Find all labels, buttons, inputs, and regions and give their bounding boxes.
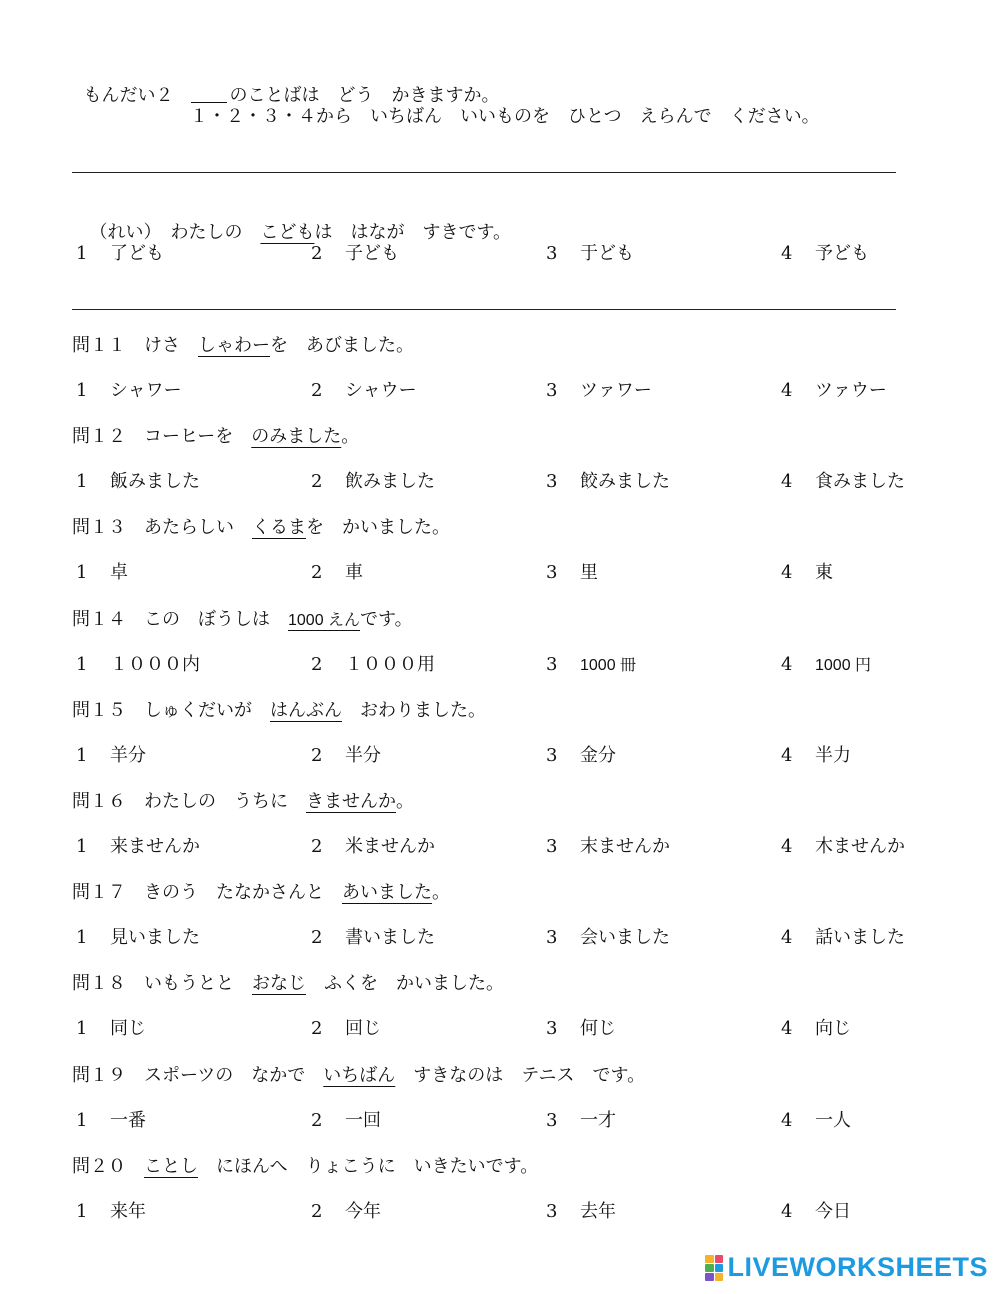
choice-number: 3 — [546, 471, 558, 492]
answer-choice[interactable] — [76, 561, 128, 585]
answer-choice[interactable] — [76, 744, 146, 768]
divider-top — [72, 172, 896, 173]
question-label: 問１１ — [72, 335, 126, 356]
question-post-text: 。 — [341, 426, 360, 447]
answer-choice[interactable] — [311, 926, 435, 950]
divider-bottom — [72, 309, 896, 310]
choice-number: 2 — [311, 1201, 323, 1222]
choice-number: 2 — [311, 654, 323, 675]
choice-number: 4 — [781, 471, 793, 492]
question-pre-text: わたしの うちに — [144, 791, 306, 812]
choice-row — [72, 1200, 952, 1224]
answer-choice[interactable] — [546, 744, 616, 768]
answer-choice[interactable] — [311, 653, 435, 677]
question-post-text: すきなのは テニス です。 — [395, 1065, 646, 1086]
choice-number: 2 — [311, 927, 323, 948]
choice-number: 1 — [76, 836, 88, 857]
choice-number: 1 — [76, 1018, 88, 1039]
choice-text: 一才 — [580, 1110, 616, 1131]
choice-text: ツァワー — [580, 380, 652, 401]
choice-number: 2 — [311, 745, 323, 766]
answer-choice[interactable] — [781, 470, 905, 494]
choice-text: １０００用 — [345, 654, 435, 675]
question-pre-text: いもうとと — [144, 973, 252, 994]
choice-text: 卓 — [110, 562, 128, 583]
question-post-text: ふくを かいました。 — [306, 973, 504, 994]
instruction-line-2: １・２・３・４から いちばん いいものを ひとつ えらんで ください。 — [190, 106, 820, 127]
choice-number: 4 — [781, 927, 793, 948]
answer-choice[interactable] — [546, 835, 670, 859]
choice-text: 見いました — [110, 927, 200, 948]
question-sentence — [72, 425, 359, 449]
underlined-target-word: おなじ — [252, 973, 306, 994]
question-sentence — [72, 1064, 645, 1088]
question-sentence — [72, 1155, 538, 1179]
answer-choice[interactable] — [546, 379, 652, 403]
example-choice[interactable]: 2 子ども — [311, 243, 399, 264]
answer-choice[interactable] — [76, 379, 182, 403]
question-pre-text: この ぼうしは — [144, 609, 288, 630]
choice-number: 2 — [311, 380, 323, 401]
choice-text: 飲みました — [345, 471, 435, 492]
answer-choice[interactable] — [76, 1109, 146, 1133]
choice-row — [72, 1109, 952, 1133]
choice-text: 一回 — [345, 1110, 381, 1131]
answer-choice[interactable] — [311, 561, 363, 585]
choice-text: 1000 円 — [815, 657, 872, 674]
answer-choice[interactable] — [311, 470, 435, 494]
question-label: 問２０ — [72, 1156, 126, 1177]
question-label: 問１４ — [72, 609, 126, 630]
underlined-target-word: はんぶん — [270, 700, 342, 721]
answer-choice[interactable] — [781, 835, 905, 859]
choice-text: 書いました — [345, 927, 435, 948]
choice-text: 去年 — [580, 1201, 616, 1222]
choice-text: 金分 — [580, 745, 616, 766]
choice-number: 3 — [546, 836, 558, 857]
answer-choice[interactable] — [546, 1200, 616, 1224]
choice-text: 回じ — [345, 1018, 381, 1039]
choice-text: シャワー — [110, 380, 182, 401]
example-choice[interactable]: 3 于ども — [546, 243, 634, 264]
example-choices — [72, 242, 952, 266]
choice-number: 4 — [781, 562, 793, 583]
question-pre-text: コーヒーを — [144, 426, 252, 447]
choice-number: 3 — [546, 1201, 558, 1222]
answer-choice[interactable] — [311, 379, 417, 403]
choice-text: 羊分 — [110, 745, 146, 766]
question-sentence — [72, 881, 450, 905]
choice-row — [72, 835, 952, 859]
answer-choice[interactable] — [546, 470, 670, 494]
choice-row — [72, 653, 952, 677]
answer-choice[interactable] — [781, 653, 871, 678]
answer-choice[interactable] — [781, 561, 833, 585]
choice-number: 1 — [76, 380, 88, 401]
choice-text: １０００内 — [110, 654, 200, 675]
question-label: 問１５ — [72, 700, 126, 721]
choice-text: 車 — [345, 562, 363, 583]
choice-text: 半力 — [815, 745, 851, 766]
question-post-text: にほんへ りょこうに いきたいです。 — [198, 1156, 539, 1177]
choice-text: 来年 — [110, 1201, 146, 1222]
answer-choice[interactable] — [76, 1200, 146, 1224]
choice-number: 3 — [546, 654, 558, 675]
choice-text: シャウー — [345, 380, 417, 401]
choice-number: 4 — [781, 1201, 793, 1222]
underlined-target-word: きませんか — [306, 791, 396, 812]
choice-text: ツァウー — [815, 380, 887, 401]
underlined-target-word: ことし — [144, 1156, 198, 1177]
choice-number: 4 — [781, 1110, 793, 1131]
choice-row — [72, 379, 952, 403]
answer-choice[interactable] — [311, 835, 435, 859]
choice-number: 1 — [76, 471, 88, 492]
choice-number: 2 — [311, 562, 323, 583]
choice-number: 4 — [781, 1018, 793, 1039]
choice-number: 1 — [76, 562, 88, 583]
logo-text: LIVEWORKSHEETS — [727, 1252, 988, 1282]
choice-text: 今年 — [345, 1201, 381, 1222]
choice-number: 4 — [781, 380, 793, 401]
question-label: 問１６ — [72, 791, 126, 812]
question-pre-text: あたらしい — [144, 517, 252, 538]
choice-number: 2 — [311, 1018, 323, 1039]
answer-choice[interactable] — [311, 1017, 381, 1041]
underlined-target-word: しゃわー — [198, 335, 270, 356]
question-sentence — [72, 699, 486, 723]
choice-text: 半分 — [345, 745, 381, 766]
underlined-target-word: いちばん — [323, 1065, 396, 1086]
answer-choice[interactable] — [76, 470, 200, 494]
choice-text: 何じ — [580, 1018, 616, 1039]
choice-text: 話いました — [815, 927, 905, 948]
question-post-text: 。 — [396, 791, 414, 812]
example-prefix: （れい） わたしの — [89, 222, 261, 243]
choice-text: 会いました — [580, 927, 670, 948]
answer-choice[interactable] — [546, 1109, 616, 1133]
choice-text: 1000 冊 — [580, 657, 637, 674]
answer-choice[interactable] — [781, 1017, 851, 1041]
logo-icon — [705, 1255, 723, 1281]
choice-text: 向じ — [815, 1018, 851, 1039]
question-post-text: を かいました。 — [306, 517, 450, 538]
choice-row — [72, 1017, 952, 1041]
question-pre-text: しゅくだいが — [144, 700, 270, 721]
choice-number: 2 — [311, 471, 323, 492]
underlined-target-word: のみました — [251, 426, 342, 447]
choice-text: 飯みました — [110, 471, 200, 492]
underlined-target-word: 1000 えん — [288, 612, 361, 629]
choice-row — [72, 561, 952, 585]
blank-line — [191, 86, 227, 103]
question-pre-text: スポーツの なかで — [144, 1065, 324, 1086]
answer-choice[interactable] — [781, 744, 851, 768]
answer-choice[interactable] — [781, 926, 905, 950]
question-sentence — [72, 608, 413, 633]
choice-row — [72, 926, 952, 950]
choice-text: 来ませんか — [110, 836, 200, 857]
choice-text: 東 — [815, 562, 833, 583]
example-sentence — [78, 197, 511, 245]
question-sentence — [72, 790, 414, 814]
question-sentence — [72, 334, 414, 358]
choice-row — [72, 470, 952, 494]
choice-number: 1 — [76, 654, 88, 675]
question-post-text: 。 — [432, 882, 450, 903]
question-label: 問１８ — [72, 973, 126, 994]
question-label: 問１９ — [72, 1065, 126, 1086]
answer-choice[interactable] — [546, 1017, 616, 1041]
underlined-target-word: あいました — [342, 882, 432, 903]
choice-text: 末ませんか — [580, 836, 670, 857]
choice-text: 米ませんか — [345, 836, 435, 857]
choice-number: 4 — [781, 745, 793, 766]
question-label: 問１７ — [72, 882, 126, 903]
choice-number: 1 — [76, 1201, 88, 1222]
choice-text: 一番 — [110, 1110, 146, 1131]
choice-number: 2 — [311, 1110, 323, 1131]
example-choice[interactable]: 1 了ども — [76, 243, 164, 264]
choice-number: 3 — [546, 380, 558, 401]
question-label: 問１２ — [72, 426, 126, 447]
choice-number: 4 — [781, 654, 793, 675]
question-pre-text: けさ — [144, 335, 198, 356]
answer-choice[interactable] — [76, 653, 200, 677]
choice-number: 3 — [546, 927, 558, 948]
problem-label: もんだい２ — [83, 85, 174, 106]
answer-choice[interactable] — [76, 1017, 146, 1041]
question-sentence — [72, 972, 504, 996]
choice-row — [72, 744, 952, 768]
choice-text: 今日 — [815, 1201, 851, 1222]
problem-header — [72, 60, 499, 108]
choice-number: 4 — [781, 836, 793, 857]
answer-choice[interactable] — [781, 379, 887, 403]
question-sentence — [72, 516, 450, 540]
choice-number: 2 — [311, 836, 323, 857]
question-post-text: です。 — [360, 609, 413, 630]
answer-choice[interactable] — [76, 835, 200, 859]
choice-number: 1 — [76, 927, 88, 948]
answer-choice[interactable] — [546, 653, 636, 678]
choice-number: 3 — [546, 562, 558, 583]
answer-choice[interactable] — [76, 926, 200, 950]
choice-text: 同じ — [110, 1018, 146, 1039]
instruction-line-1: のことばは どう かきますか。 — [229, 85, 500, 106]
choice-text: 木ませんか — [815, 836, 905, 857]
question-pre-text: きのう たなかさんと — [144, 882, 342, 903]
example-choice[interactable]: 4 予ども — [781, 243, 869, 264]
question-post-text: を あびました。 — [270, 335, 414, 356]
question-post-text: おわりました。 — [342, 700, 486, 721]
answer-choice[interactable] — [781, 1200, 851, 1224]
choice-text: 里 — [580, 562, 598, 583]
choice-number: 3 — [546, 1110, 558, 1131]
answer-choice[interactable] — [546, 561, 598, 585]
choice-text: 餃みました — [580, 471, 670, 492]
answer-choice[interactable] — [311, 1200, 381, 1224]
question-label: 問１３ — [72, 517, 126, 538]
liveworksheets-logo — [705, 1252, 988, 1283]
choice-number: 1 — [76, 745, 88, 766]
example-suffix: は はなが すきです。 — [314, 222, 512, 243]
choice-number: 3 — [546, 1018, 558, 1039]
answer-choice[interactable] — [546, 926, 670, 950]
answer-choice[interactable] — [311, 1109, 381, 1133]
example-target: こども — [260, 222, 315, 243]
choice-number: 3 — [546, 745, 558, 766]
choice-number: 1 — [76, 1110, 88, 1131]
choice-text: 食みました — [815, 471, 905, 492]
choice-text: 一人 — [815, 1110, 851, 1131]
answer-choice[interactable] — [781, 1109, 851, 1133]
underlined-target-word: くるま — [252, 517, 306, 538]
answer-choice[interactable] — [311, 744, 381, 768]
